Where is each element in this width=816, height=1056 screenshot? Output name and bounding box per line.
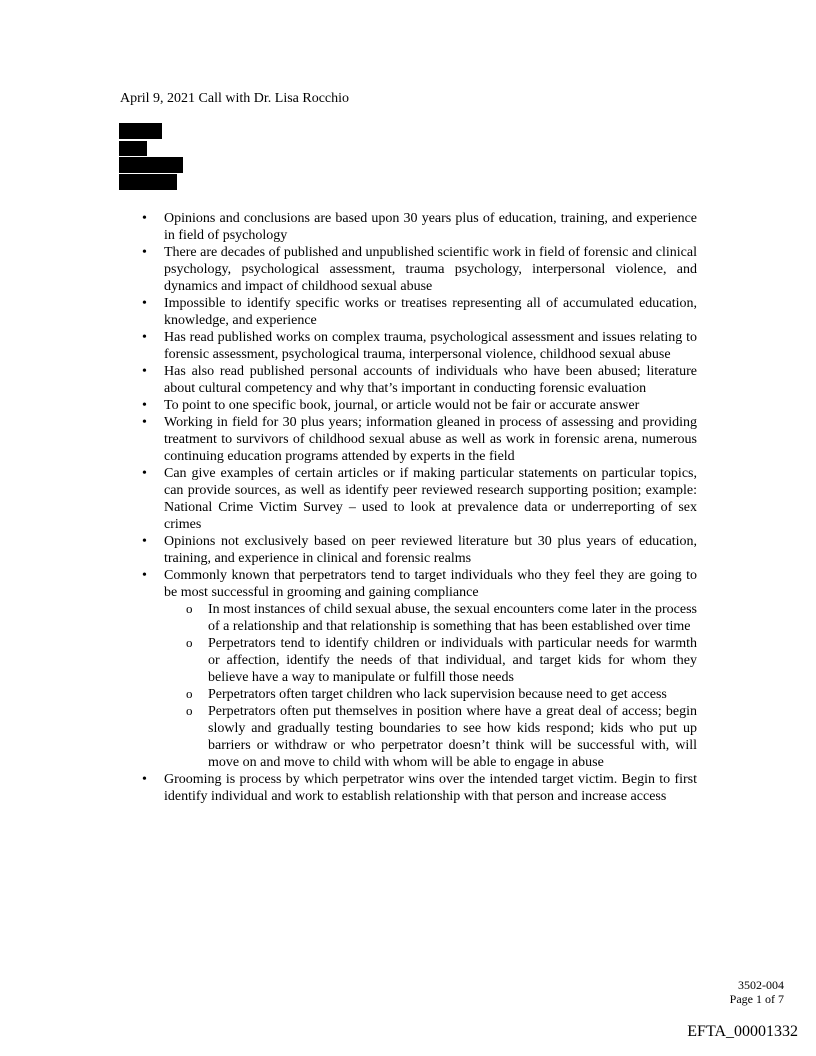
- sub-bullet-list: [164, 601, 697, 771]
- redaction-block: [119, 141, 147, 156]
- sub-bullet-item: o In most instances of child sexual abuse, the sexual encounters come later in the process of a relationship and that relationship is something that has been established over time: [164, 601, 697, 635]
- sub-bullet-item: o Perpetrators often target children who lack supervision because need to get access: [164, 686, 697, 703]
- bullet-item: • There are decades of published and unpublished scientific work in field of forensic and clinical psychology, psychological assessment, trauma psychology, interpersonal violence, and dynamics and impact of childhood sexual abuse: [120, 244, 697, 295]
- redaction-block: [119, 157, 183, 173]
- bullet-item-with-subitems: [120, 567, 697, 771]
- redaction-block: [119, 123, 162, 139]
- document-code: 3502-004: [738, 978, 784, 992]
- bullet-item: • Opinions not exclusively based on peer reviewed literature but 30 plus years of education, training, and experience in clinical and forensic realms: [120, 533, 697, 567]
- bullet-item: • Has read published works on complex trauma, psychological assessment and issues relating to forensic assessment, psychological trauma, interpersonal violence, childhood sexual abuse: [120, 329, 697, 363]
- page-footer: [730, 978, 784, 1006]
- bullet-item: • Has also read published personal accounts of individuals who have been abused; literature about cultural competency and why that’s important in conducting forensic evaluation: [120, 363, 697, 397]
- bullet-item: • Grooming is process by which perpetrator wins over the intended target victim. Begin to first identify individual and work to establish relationship with that person and increase access: [120, 771, 697, 805]
- bullet-item: • To point to one specific book, journal, or article would not be fair or accurate answer: [120, 397, 697, 414]
- bullet-item-text: Commonly known that perpetrators tend to target individuals who they feel they are going to be most successful in grooming and gaining compliance: [164, 568, 697, 600]
- redaction-block: [119, 174, 177, 190]
- sub-bullet-item: o Perpetrators often put themselves in position where have a great deal of access; begin slowly and gradually testing boundaries to see how kids respond; kids who put up barriers or withdraw or who perpetrator doesn’t think will be successful with, will move on and move to child with whom will be able to engage in abuse: [164, 703, 697, 771]
- bates-number: EFTA_00001332: [687, 1023, 798, 1040]
- bullet-item: • Opinions and conclusions are based upon 30 years plus of education, training, and experience in field of psychology: [120, 210, 697, 244]
- notes-bullet-list: [120, 210, 697, 805]
- sub-bullet-item: o Perpetrators tend to identify children or individuals with particular needs for warmth or affection, identify the needs of that individual, and target kids for whom they believe have a way to manipulate or fulfill those needs: [164, 635, 697, 686]
- bullet-item: • Can give examples of certain articles or if making particular statements on particular topics, can provide sources, as well as identify peer reviewed research supporting position; example: National Crime Victim Survey – used to look at prevalence data or underreporting of sex crimes: [120, 465, 697, 533]
- bullet-item: • Impossible to identify specific works or treatises representing all of accumulated education, knowledge, and experience: [120, 295, 697, 329]
- document-title: April 9, 2021 Call with Dr. Lisa Rocchio: [120, 91, 350, 106]
- bullet-item: • Working in field for 30 plus years; information gleaned in process of assessing and providing treatment to survivors of childhood sexual abuse as well as work in forensic arena, numerous continuing education programs attended by experts in the field: [120, 414, 697, 465]
- page-number: Page 1 of 7: [729, 992, 784, 1006]
